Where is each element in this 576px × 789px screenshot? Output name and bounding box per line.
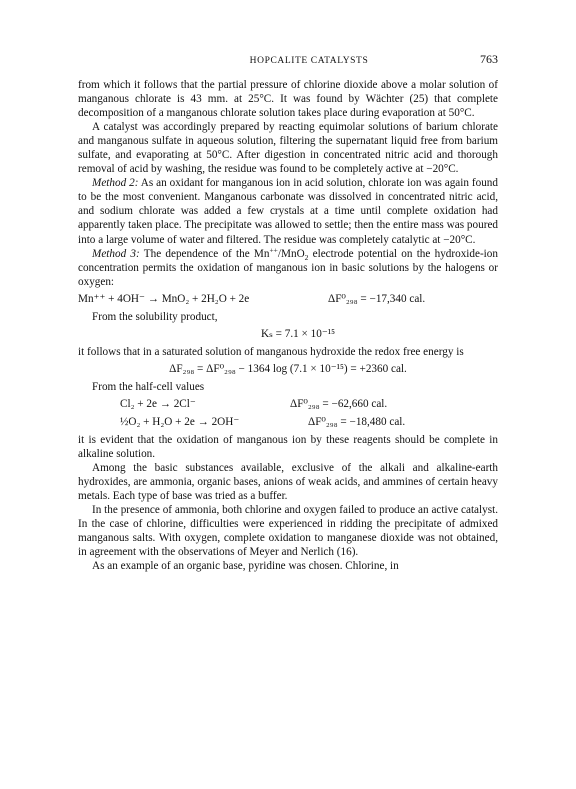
body-text <box>78 78 498 573</box>
paragraph: In the presence of ammonia, both chlorine and oxygen failed to produce an active catalyst. In the case of chlorine, difficulties were experienced in ridding the precipitate of admixed manganous salts. With oxygen, complete oxidation to manganese dioxide was not obtained, in agreement with the observations of Meyer and Nerlich (16). <box>78 504 498 559</box>
paragraph: Method 2: As an oxidant for manganous ion in acid solution, chlorate ion was again found to be the most convenient. Manganous carbonate was dissolved in concentrated nitric acid, and sodium chlorate was added a few crystals at a time until complete oxidation had apparently taken place. The precipitate was allowed to settle; then the entire mass was poured into a large volume of water and filtered. The residue was completely catalytic at −20°C. <box>78 177 498 246</box>
method-label: Method 3: <box>92 247 140 260</box>
method-label: Method 2: <box>92 177 139 190</box>
page-number: 763 <box>480 52 498 66</box>
paragraph: Among the basic substances available, exclusive of the alkali and alkaline-earth hydroxides, are ammonia, organic bases, anions of weak acids, and ammines of certain heavy metals. Each type of base was tried as a buffer. <box>78 461 498 503</box>
equation: Mn⁺⁺ + 4OH⁻ → MnO₂ + 2H₂O + 2e ΔF⁰₂₉₈ = −17,340 cal. <box>78 292 426 305</box>
paragraph: Method 3: The dependence of the Mn++/MnO$_2$ electrode potential on the hydroxide-ion concentration permits the oxidation of manganous ion in basic solutions by the halogens or oxygen: <box>78 244 498 288</box>
equation: Cl₂ + 2e → 2Cl⁻ ΔF⁰₂₉₈ = −62,660 cal. <box>120 397 388 410</box>
running-title: HOPCALITE CATALYSTS <box>249 56 369 66</box>
paragraph: A catalyst was accordingly prepared by reacting equimolar solutions of barium chlorate and manganous sulfate in aqueous solution, filtering the supernatant liquid free from barium sulfate, and evaporating at 50°C. After digestion in concentrated nitric acid and thorough removal of acid by washing, the residue was found to be completely active at −20°C. <box>78 121 498 176</box>
paragraph: As an example of an organic base, pyridine was chosen. Chlorine, in <box>92 560 399 573</box>
paragraph: from which it follows that the partial pressure of chlorine dioxide above a molar solution of manganous chlorate is 43 mm. at 25°C. It was found by Wächter (25) that complete decomposition of a manganous chlorate solution takes place during evaporation at 50°C. <box>78 79 498 120</box>
equation: Kₛ = 7.1 × 10⁻¹⁵ <box>261 327 335 340</box>
page-header <box>78 52 498 78</box>
paragraph: it is evident that the oxidation of manganous ion by these reagents should be complete in alkaline solution. <box>78 433 498 460</box>
equation: ½O₂ + H₂O + 2e → 2OH⁻ ΔF⁰₂₉₈ = −18,480 cal. <box>120 415 406 428</box>
paragraph: From the solubility product, <box>92 310 218 323</box>
journal-page <box>78 52 498 573</box>
paragraph: it follows that in a saturated solution of manganous hydroxide the redox free energy is <box>78 345 464 358</box>
paragraph: From the half-cell values <box>92 380 205 393</box>
equation: ΔF₂₉₈ = ΔF⁰₂₉₈ − 1364 log (7.1 × 10⁻¹⁵) = +2360 cal. <box>169 362 407 375</box>
